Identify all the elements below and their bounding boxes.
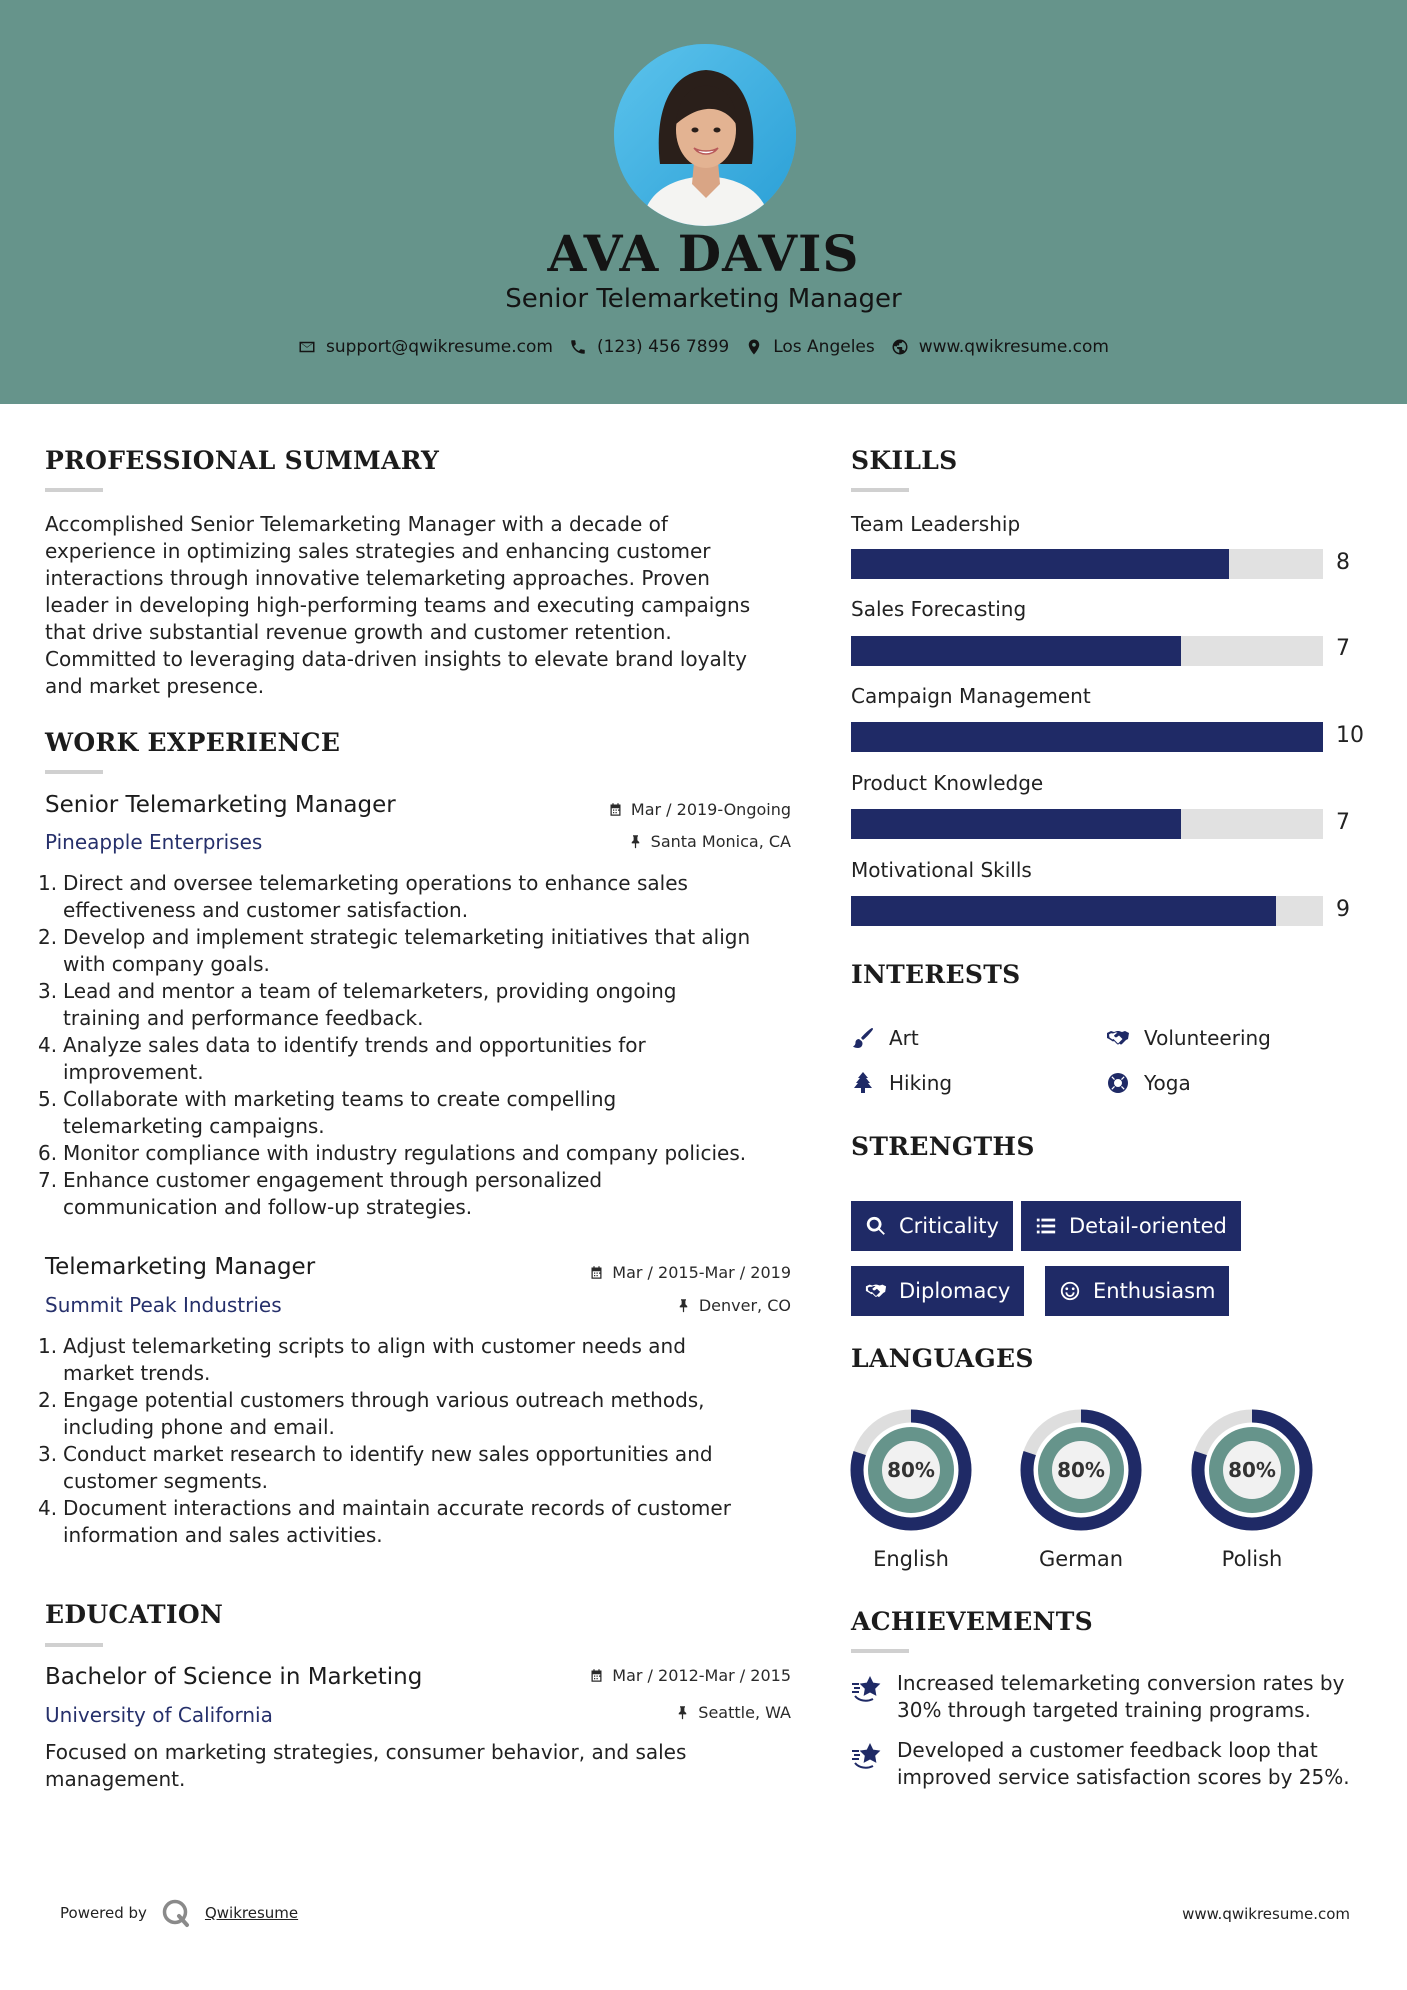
skill-bar-track	[851, 809, 1323, 839]
handshake-icon	[865, 1280, 887, 1302]
list-line: effectiveness and customer satisfaction.	[63, 898, 469, 922]
contact-website-text: www.qwikresume.com	[918, 337, 1109, 357]
summary-line: Accomplished Senior Telemarketing Manager with a decade of	[45, 512, 668, 536]
interest-art	[851, 1026, 919, 1050]
list-line: Analyze sales data to identify trends and opportunities for	[63, 1033, 646, 1057]
list-number: 1.	[38, 1334, 58, 1358]
job-company: Summit Peak Industries	[45, 1293, 282, 1317]
list-number: 2.	[38, 925, 58, 949]
skill-bar-track	[851, 896, 1323, 926]
interest-volunteering	[1106, 1026, 1271, 1050]
list-item	[38, 1387, 798, 1441]
list-item	[38, 978, 798, 1032]
skill-bar-fill	[851, 809, 1181, 839]
calendar-icon	[589, 1668, 604, 1683]
handshake-icon	[1106, 1026, 1130, 1050]
list-number: 4.	[38, 1033, 58, 1057]
language-ring	[1191, 1409, 1313, 1531]
achievement-line: 30% through targeted training programs.	[897, 1698, 1311, 1722]
summary-line: leader in developing high-performing teams and executing campaigns	[45, 593, 751, 617]
list-item	[38, 1441, 798, 1495]
achievement-text	[897, 1737, 1350, 1791]
contact-location-text: Los Angeles	[773, 337, 875, 357]
interest-label: Hiking	[889, 1071, 953, 1095]
education-line: Focused on marketing strategies, consumer behavior, and sales	[45, 1740, 687, 1764]
job-location	[676, 1296, 791, 1315]
list-item	[38, 1032, 798, 1086]
skill-level: 8	[1336, 550, 1350, 575]
list-line: Engage potential customers through various outreach methods,	[63, 1388, 705, 1412]
job-location-text: Santa Monica, CA	[650, 832, 791, 851]
list-line: communication and follow-up strategies.	[63, 1195, 473, 1219]
globe-icon	[891, 338, 909, 356]
skill-label: Campaign Management	[851, 684, 1091, 708]
experience-heading: WORK EXPERIENCE	[45, 728, 341, 757]
skill-bar-fill	[851, 636, 1181, 666]
list-line: customer segments.	[63, 1469, 269, 1493]
interests-heading: INTERESTS	[851, 960, 1021, 989]
skill-level: 7	[1336, 810, 1350, 835]
calendar-icon	[589, 1265, 604, 1280]
summary-heading: PROFESSIONAL SUMMARY	[45, 446, 440, 475]
job-location-text: Denver, CO	[698, 1296, 791, 1315]
achievement-line: Increased telemarketing conversion rates by	[897, 1671, 1345, 1695]
contact-location	[745, 337, 875, 357]
list-item	[38, 1333, 798, 1387]
search-icon	[865, 1215, 887, 1237]
list-line: Monitor compliance with industry regulations and company policies.	[63, 1141, 747, 1165]
education-heading: EDUCATION	[45, 1600, 224, 1629]
list-line: Document interactions and maintain accurate records of customer	[63, 1496, 731, 1520]
summary-line: Committed to leveraging data-driven insights to elevate brand loyalty	[45, 647, 747, 671]
list-number: 3.	[38, 1442, 58, 1466]
list-line: Conduct market research to identify new sales opportunities and	[63, 1442, 713, 1466]
list-number: 6.	[38, 1141, 58, 1165]
education-location-text: Seattle, WA	[698, 1703, 791, 1722]
language-percent: 80%	[1057, 1458, 1105, 1482]
achievements-heading: ACHIEVEMENTS	[851, 1607, 1093, 1636]
skill-level: 10	[1336, 723, 1364, 748]
resume-header	[0, 0, 1407, 404]
job-dates-text: Mar / 2015-Mar / 2019	[612, 1263, 791, 1282]
skill-level: 9	[1336, 897, 1350, 922]
education-line: management.	[45, 1767, 186, 1791]
qwikresume-link[interactable]: Qwikresume	[204, 1904, 299, 1922]
experience-divider	[45, 770, 103, 774]
list-line: Enhance customer engagement through personalized	[63, 1168, 603, 1192]
list-item	[38, 1086, 798, 1140]
contact-bar	[0, 337, 1407, 357]
job-duties-list	[38, 1333, 798, 1549]
skills-divider	[851, 488, 909, 492]
smile-icon	[1059, 1280, 1081, 1302]
summary-line: and market presence.	[45, 674, 265, 698]
strength-label: Detail-oriented	[1069, 1214, 1227, 1238]
summary-line: interactions through innovative telemarketing approaches. Proven	[45, 566, 710, 590]
list-icon	[1035, 1215, 1057, 1237]
list-line: Adjust telemarketing scripts to align with customer needs and	[63, 1334, 686, 1358]
language-english	[850, 1409, 972, 1571]
strength-chip-enthusiasm	[1045, 1266, 1229, 1316]
interest-yoga	[1106, 1071, 1191, 1095]
list-line: Lead and mentor a team of telemarketers, providing ongoing	[63, 979, 677, 1003]
strength-label: Enthusiasm	[1093, 1279, 1216, 1303]
list-line: improvement.	[63, 1060, 204, 1084]
language-ring	[1020, 1409, 1142, 1531]
language-label: English	[873, 1547, 949, 1571]
languages-heading: LANGUAGES	[851, 1344, 1034, 1373]
qwikresume-logo-icon	[161, 1898, 191, 1928]
achievement-text	[897, 1670, 1344, 1724]
education-divider	[45, 1643, 103, 1647]
language-german	[1020, 1409, 1142, 1571]
strength-label: Diplomacy	[899, 1279, 1011, 1303]
list-line: telemarketing campaigns.	[63, 1114, 325, 1138]
achievement-line: Developed a customer feedback loop that	[897, 1738, 1318, 1762]
tree-icon	[851, 1071, 875, 1095]
skill-label: Team Leadership	[851, 512, 1021, 536]
job-title: Telemarketing Manager	[45, 1254, 316, 1280]
education-school: University of California	[45, 1703, 273, 1727]
powered-by-text: Powered by	[60, 1904, 147, 1922]
language-label: German	[1038, 1547, 1124, 1571]
interest-label: Art	[889, 1026, 919, 1050]
interest-label: Yoga	[1144, 1071, 1191, 1095]
skill-level: 7	[1336, 636, 1350, 661]
skill-bar-fill	[851, 896, 1276, 926]
education-dates	[589, 1666, 791, 1685]
list-line: market trends.	[63, 1361, 211, 1385]
list-line: Develop and implement strategic telemarketing initiatives that align	[63, 925, 751, 949]
achievements-divider	[851, 1649, 909, 1653]
lifebuoy-icon	[1106, 1071, 1130, 1095]
achievement-line: improved service satisfaction scores by 25%.	[897, 1765, 1350, 1789]
map-pin-icon	[745, 338, 763, 356]
language-ring	[850, 1409, 972, 1531]
list-number: 7.	[38, 1168, 58, 1192]
skill-bar-fill	[851, 722, 1323, 752]
education-description	[45, 1739, 686, 1793]
skill-label: Motivational Skills	[851, 858, 1032, 882]
job-title: Senior Telemarketing Manager	[45, 792, 396, 818]
list-item	[38, 1495, 798, 1549]
skill-bar-track	[851, 722, 1323, 752]
list-item	[38, 924, 798, 978]
paintbrush-icon	[851, 1026, 875, 1050]
job-location	[628, 832, 791, 851]
candidate-role: Senior Telemarketing Manager	[505, 284, 902, 314]
contact-phone[interactable]	[569, 337, 729, 357]
thumbtack-icon	[675, 1705, 690, 1720]
phone-icon	[569, 338, 587, 356]
interest-label: Volunteering	[1144, 1026, 1271, 1050]
contact-email[interactable]	[298, 337, 553, 357]
language-percent: 80%	[887, 1458, 935, 1482]
star-icon	[851, 1739, 883, 1771]
list-number: 1.	[38, 871, 58, 895]
star-icon	[851, 1672, 883, 1704]
list-item	[38, 1140, 798, 1167]
language-label: Polish	[1221, 1547, 1283, 1571]
strengths-heading: STRENGTHS	[851, 1132, 1035, 1161]
summary-divider	[45, 488, 103, 492]
strength-label: Criticality	[899, 1214, 999, 1238]
footer-powered-by	[60, 1898, 298, 1928]
list-item	[38, 870, 798, 924]
list-number: 2.	[38, 1388, 58, 1412]
achievement-item	[851, 1737, 1371, 1791]
skill-bar-fill	[851, 549, 1229, 579]
contact-email-text: support@qwikresume.com	[326, 337, 553, 357]
interest-hiking	[851, 1071, 952, 1095]
list-number: 4.	[38, 1496, 58, 1520]
education-location	[675, 1703, 791, 1722]
job-duties-list	[38, 870, 798, 1221]
list-line: Direct and oversee telemarketing operations to enhance sales	[63, 871, 688, 895]
profile-photo	[614, 44, 796, 226]
skill-label: Sales Forecasting	[851, 597, 1027, 621]
list-number: 3.	[38, 979, 58, 1003]
skill-label: Product Knowledge	[851, 771, 1044, 795]
education-dates-text: Mar / 2012-Mar / 2015	[612, 1666, 791, 1685]
list-line: with company goals.	[63, 952, 270, 976]
strength-chip-criticality	[851, 1201, 1013, 1251]
contact-phone-text: (123) 456 7899	[596, 337, 730, 357]
thumbtack-icon	[676, 1298, 691, 1313]
language-polish	[1191, 1409, 1313, 1571]
job-dates	[589, 1263, 791, 1282]
contact-website[interactable]	[891, 337, 1109, 357]
list-line: information and sales activities.	[63, 1523, 383, 1547]
candidate-name: AVA DAVIS	[547, 224, 860, 283]
summary-line: that drive substantial revenue growth and customer retention.	[45, 620, 672, 644]
education-degree: Bachelor of Science in Marketing	[45, 1664, 423, 1690]
job-dates-text: Mar / 2019-Ongoing	[630, 800, 791, 819]
summary-line: experience in optimizing sales strategies and enhancing customer	[45, 539, 711, 563]
footer-website[interactable]: www.qwikresume.com	[1182, 1905, 1350, 1923]
skills-heading: SKILLS	[851, 446, 958, 475]
skill-bar-track	[851, 549, 1323, 579]
skill-bar-track	[851, 636, 1323, 666]
list-line: training and performance feedback.	[63, 1006, 424, 1030]
strength-chip-diplomacy	[851, 1266, 1024, 1316]
language-percent: 80%	[1228, 1458, 1276, 1482]
calendar-icon	[608, 802, 623, 817]
list-line: including phone and email.	[63, 1415, 335, 1439]
strength-chip-detail-oriented	[1021, 1201, 1241, 1251]
job-company: Pineapple Enterprises	[45, 830, 263, 854]
list-number: 5.	[38, 1087, 58, 1111]
achievement-item	[851, 1670, 1371, 1724]
job-dates	[608, 800, 791, 819]
list-line: Collaborate with marketing teams to create compelling	[63, 1087, 617, 1111]
envelope-icon	[298, 338, 316, 356]
summary-text	[45, 511, 750, 700]
list-item	[38, 1167, 798, 1221]
thumbtack-icon	[628, 834, 643, 849]
